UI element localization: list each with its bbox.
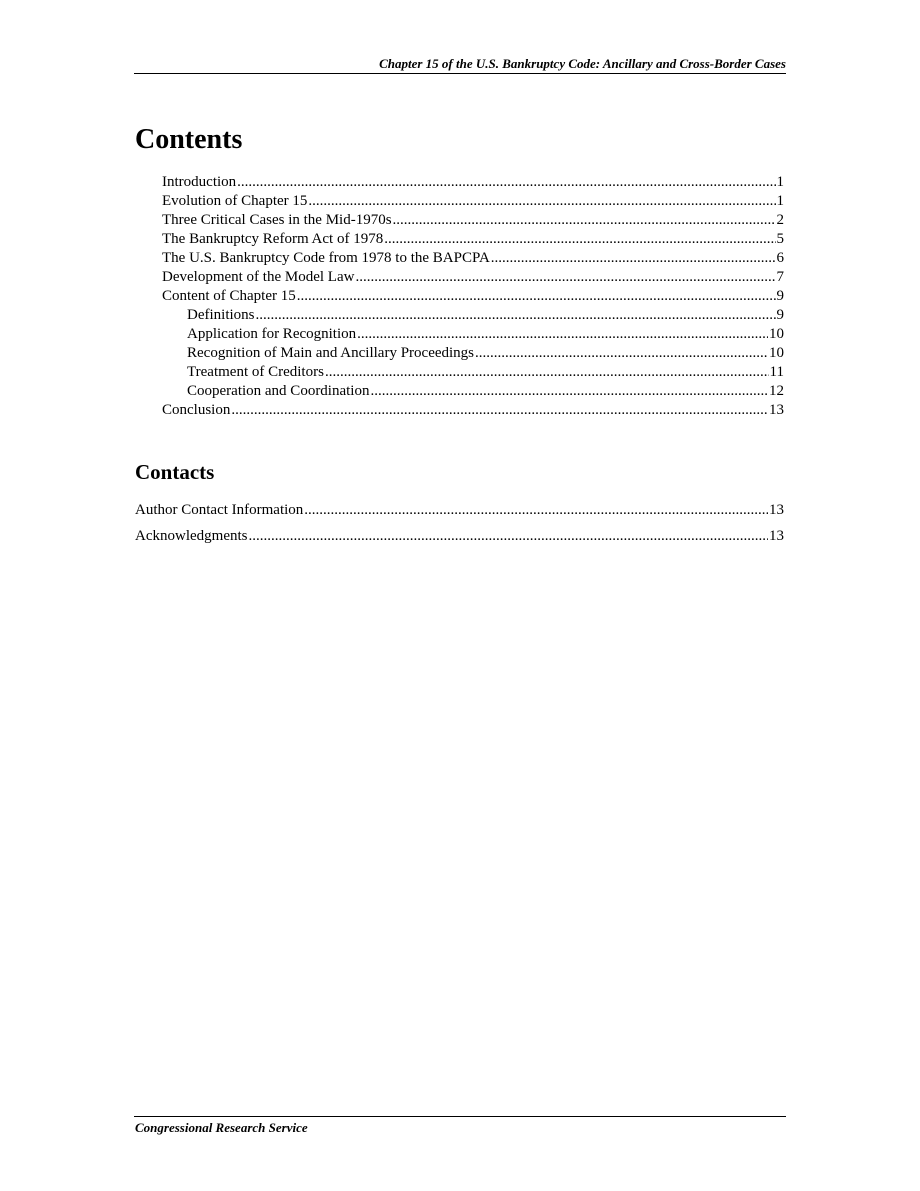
toc-entry[interactable] <box>162 287 784 306</box>
toc-entry-page: 1 <box>776 193 784 209</box>
dot-leader <box>308 192 775 211</box>
toc-entry-page: 12 <box>769 383 784 399</box>
toc-entry-page: 9 <box>776 307 784 323</box>
toc-subentry[interactable] <box>162 344 784 363</box>
toc-entry-label: The Bankruptcy Reform Act of 1978 <box>162 231 384 247</box>
footer-rule <box>134 1116 786 1117</box>
toc-entry-label: Application for Recognition <box>187 326 357 342</box>
dot-leader <box>304 497 768 523</box>
toc-entry-label: Conclusion <box>162 402 231 418</box>
toc-entry-page: 7 <box>776 269 784 285</box>
dot-leader <box>325 363 769 382</box>
dot-leader <box>475 344 768 363</box>
toc-subentry[interactable] <box>162 363 784 382</box>
dot-leader <box>248 523 768 549</box>
toc-entry-label: Recognition of Main and Ancillary Proceedings <box>187 345 475 361</box>
contacts-entry-page: 13 <box>769 502 784 518</box>
toc-entry[interactable] <box>162 230 784 249</box>
contacts-entry-label: Author Contact Information <box>135 502 304 518</box>
dot-leader <box>231 401 768 420</box>
toc-entry[interactable] <box>162 211 784 230</box>
toc-entry-page: 1 <box>776 174 784 190</box>
toc-entry-page: 9 <box>776 288 784 304</box>
dot-leader <box>357 325 768 344</box>
toc-entry-label: Three Critical Cases in the Mid-1970s <box>162 212 392 228</box>
toc-entry-label: Evolution of Chapter 15 <box>162 193 308 209</box>
toc-entry-label: Definitions <box>187 307 255 323</box>
toc-entry[interactable] <box>162 173 784 192</box>
header-rule <box>134 73 786 74</box>
toc-subentry[interactable] <box>162 325 784 344</box>
running-header: Chapter 15 of the U.S. Bankruptcy Code: Ancillary and Cross-Border Cases <box>379 56 786 71</box>
contacts-list <box>135 497 784 549</box>
dot-leader <box>237 173 775 192</box>
dot-leader <box>491 249 776 268</box>
contacts-heading: Contacts <box>135 460 215 484</box>
toc-entry-label: Cooperation and Coordination <box>187 383 370 399</box>
dot-leader <box>393 211 776 230</box>
toc-entry-label: Introduction <box>162 174 237 190</box>
toc-entry-label: Treatment of Creditors <box>187 364 324 380</box>
table-of-contents <box>162 173 784 420</box>
toc-subentry[interactable] <box>162 382 784 401</box>
toc-subentry[interactable] <box>162 306 784 325</box>
toc-entry-page: 13 <box>769 402 784 418</box>
contacts-entry-label: Acknowledgments <box>135 528 248 544</box>
toc-entry-page: 2 <box>776 212 784 228</box>
contacts-entry[interactable] <box>135 523 784 549</box>
dot-leader <box>297 287 776 306</box>
toc-entry-label: Development of the Model Law <box>162 269 355 285</box>
toc-entry[interactable] <box>162 401 784 420</box>
toc-entry-label: Content of Chapter 15 <box>162 288 296 304</box>
dot-leader <box>355 268 775 287</box>
contacts-entry-page: 13 <box>769 528 784 544</box>
dot-leader <box>384 230 775 249</box>
toc-entry[interactable] <box>162 268 784 287</box>
toc-entry-page: 6 <box>776 250 784 266</box>
toc-entry-page: 10 <box>769 345 784 361</box>
toc-entry-label: The U.S. Bankruptcy Code from 1978 to the BAPCPA <box>162 250 490 266</box>
footer-publisher: Congressional Research Service <box>135 1120 308 1135</box>
dot-leader <box>370 382 768 401</box>
dot-leader <box>256 306 776 325</box>
contacts-entry[interactable] <box>135 497 784 523</box>
toc-entry-page: 10 <box>769 326 784 342</box>
toc-entry-page: 5 <box>776 231 784 247</box>
contents-heading: Contents <box>135 124 243 155</box>
toc-entry[interactable] <box>162 249 784 268</box>
toc-entry[interactable] <box>162 192 784 211</box>
toc-entry-page: 11 <box>769 364 784 380</box>
